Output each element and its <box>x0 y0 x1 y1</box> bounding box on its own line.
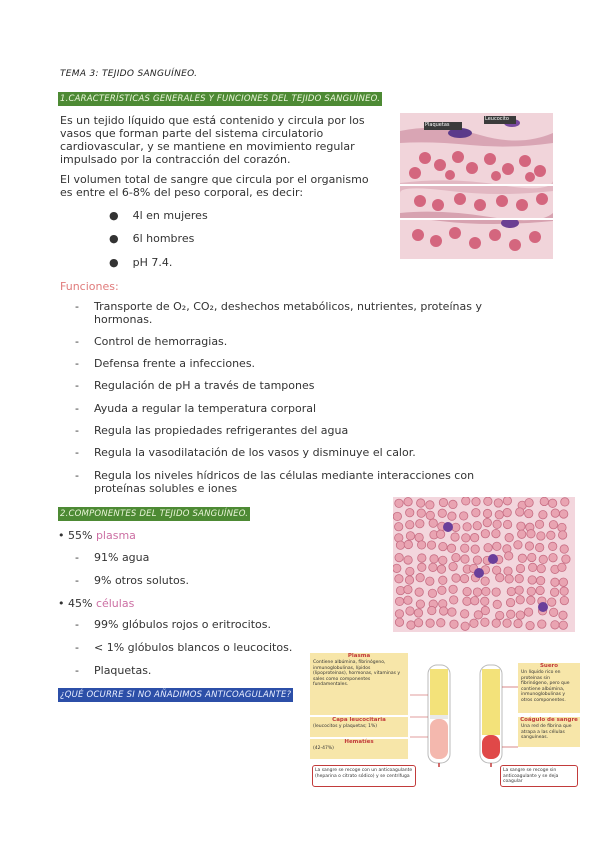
intro-paragraph <box>60 114 365 166</box>
red-blood-cell <box>451 533 459 541</box>
red-blood-cell <box>515 586 523 594</box>
red-blood-cell <box>518 530 526 538</box>
red-blood-cell <box>394 522 402 530</box>
red-blood-cell <box>393 564 401 572</box>
list-item: 91% agua <box>94 551 150 564</box>
section-heading-1: 1.CARACTERÍSTICAS GENERALES Y FUNCIONES DEL TEJIDO SANGUÍNEO. <box>60 94 381 104</box>
red-blood-cell <box>459 512 467 520</box>
red-blood-cell <box>426 577 434 585</box>
red-blood-cell <box>516 596 524 604</box>
red-blood-cell <box>406 520 414 528</box>
red-blood-cell <box>452 553 460 561</box>
red-blood-cell <box>559 611 567 619</box>
red-blood-cell <box>471 597 479 605</box>
red-blood-cell <box>507 610 515 618</box>
red-blood-cell <box>481 577 489 585</box>
red-blood-cell <box>525 499 533 507</box>
red-blood-cell <box>503 508 511 516</box>
text-line: cardiovascular, y se mantiene en movimiento regular <box>60 140 355 153</box>
red-blood-cell <box>396 541 404 549</box>
red-blood-cell <box>395 553 403 561</box>
text-line: vasos que forman parte del sistema circulatorio <box>60 127 324 140</box>
red-blood-cell <box>481 606 489 614</box>
list-item: < 1% glóbulos blancos o leucocitos. <box>94 641 293 654</box>
red-blood-cell <box>540 497 548 505</box>
plasma-box <box>310 653 408 715</box>
red-blood-cell <box>426 501 434 509</box>
text-line: es entre el 6-8% del peso corporal, es decir: <box>60 186 304 199</box>
red-blood-cell <box>416 519 424 527</box>
list-item: 9% otros solutos. <box>94 574 189 587</box>
hematies-box <box>310 739 408 759</box>
red-blood-cell <box>437 565 445 573</box>
note-left: La sangre se recoge con un anticoagulante (heparina o citrato sódico) y se centrifuga <box>312 765 416 787</box>
micrograph-svg <box>400 113 553 259</box>
red-blood-cell <box>548 542 556 550</box>
red-blood-cell <box>472 497 480 505</box>
suero-box <box>518 663 580 713</box>
red-blood-cell <box>448 512 456 520</box>
capa-desc: (leucocitos y plaquetas; 1%) <box>313 724 378 729</box>
red-blood-cell <box>461 555 469 563</box>
text-line: El volumen total de sangre que circula por el organismo <box>60 173 369 186</box>
red-blood-cell <box>516 564 524 572</box>
white-blood-cell <box>474 568 484 578</box>
list-item: Regula los niveles hídricos de las células mediante interacciones con proteínas solubles e iones <box>94 469 475 495</box>
red-blood-cell <box>526 621 534 629</box>
red-blood-cell <box>460 574 468 582</box>
red-blood-cell <box>436 530 444 538</box>
coagulo-label: Coágulo de sangre <box>520 717 578 723</box>
list-dash: - <box>75 335 79 348</box>
red-blood-cell <box>514 619 522 627</box>
list-dash: - <box>75 446 79 459</box>
red-blood-cell <box>437 619 445 627</box>
red-blood-cell <box>461 544 469 552</box>
red-blood-cell <box>463 587 471 595</box>
red-blood-cell <box>395 597 403 605</box>
red-blood-cell <box>558 531 566 539</box>
red-blood-cell <box>428 606 436 614</box>
red-blood-cell <box>462 497 470 505</box>
red-blood-cell <box>404 540 412 548</box>
red-blood-cell <box>506 598 514 606</box>
red-blood-cell <box>439 498 447 506</box>
suero-label: Suero <box>539 663 559 669</box>
capa-box <box>310 717 408 737</box>
red-blood-cell <box>470 533 478 541</box>
red-blood-cell <box>525 542 533 550</box>
red-blood-cell <box>406 607 414 615</box>
red-blood-cell <box>415 588 423 596</box>
red-blood-cell <box>492 588 500 596</box>
red-blood-cell <box>407 621 415 629</box>
red-blood-cell <box>447 544 455 552</box>
red-blood-cell <box>517 522 525 530</box>
red-blood-cell <box>473 588 481 596</box>
red-blood-cell <box>505 552 513 560</box>
celulas-line: • 45% células <box>58 597 135 610</box>
section-heading-3: ¿QUÉ OCURRE SI NO AÑADIMOS ANTICOAGULANTE? <box>60 690 292 700</box>
note-right: La sangre se recoge sin anticoagulante y se deja coagular <box>500 765 578 787</box>
red-blood-cell <box>426 619 434 627</box>
white-blood-cell <box>488 554 498 564</box>
list-dash: - <box>75 551 79 564</box>
red-blood-cell <box>551 621 559 629</box>
smear-svg <box>393 497 575 632</box>
page-title: TEMA 3: TEJIDO SANGUÍNEO. <box>60 69 198 79</box>
red-blood-cell <box>449 500 457 508</box>
red-blood-cell <box>406 567 414 575</box>
red-blood-cell <box>539 511 547 519</box>
red-blood-cell <box>559 578 567 586</box>
list-item: 99% glóbulos rojos o eritrocitos. <box>94 618 271 631</box>
red-blood-cell <box>417 499 425 507</box>
list-dash: - <box>75 424 79 437</box>
red-blood-cell <box>473 522 481 530</box>
red-blood-cell <box>505 533 513 541</box>
red-blood-cell <box>537 532 545 540</box>
red-blood-cell <box>483 518 491 526</box>
red-blood-cell <box>494 499 502 507</box>
plasma-desc: Contiene albúmina, fibrinógeno, inmunoglobulinas, lípidos (lipoproteínas), hormonas, vitaminas y sales como componentes fundamentales. <box>313 660 401 687</box>
red-blood-cell <box>536 586 544 594</box>
red-blood-cell <box>503 619 511 627</box>
red-blood-cell <box>429 519 437 527</box>
red-blood-cell <box>493 542 501 550</box>
red-blood-cell <box>404 556 412 564</box>
bullet-item: ● pH 7.4. <box>109 256 173 269</box>
red-blood-cell <box>560 545 568 553</box>
coagulo-desc: Una red de fibrina que atrapa a las células sanguíneas. <box>521 724 572 740</box>
red-blood-cell <box>484 543 492 551</box>
list-item: Control de hemorragias. <box>94 335 228 348</box>
red-blood-cell <box>450 620 458 628</box>
red-blood-cell <box>472 508 480 516</box>
red-blood-cell <box>470 619 478 627</box>
list-item: Regulación de pH a través de tampones <box>94 379 315 392</box>
list-dash: - <box>75 618 79 631</box>
red-blood-cell <box>536 576 544 584</box>
red-blood-cell <box>481 529 489 537</box>
list-dash: - <box>75 664 79 677</box>
red-blood-cell <box>428 589 436 597</box>
red-blood-cell <box>537 564 545 572</box>
red-blood-cell <box>550 588 558 596</box>
red-blood-cell <box>462 534 470 542</box>
red-blood-cell <box>492 529 500 537</box>
capa-label: Capa leucocitaria <box>332 717 386 723</box>
blood-smear-micrograph <box>393 497 575 632</box>
red-blood-cell <box>505 575 513 583</box>
red-blood-cell <box>515 574 523 582</box>
red-blood-cell <box>405 576 413 584</box>
red-blood-cell <box>514 541 522 549</box>
bullet-item: ● 6l hombres <box>109 232 195 245</box>
red-blood-cell <box>560 596 568 604</box>
list-dash: - <box>75 379 79 392</box>
hematies-label: Hematíes <box>344 739 374 745</box>
list-dash: - <box>75 469 79 482</box>
suero-desc: Un líquido rico en proteínas sin fibrinógeno, pero que contiene albúmina, inmunoglobulinas y otros componentes. <box>521 670 570 703</box>
red-blood-cell <box>439 576 447 584</box>
red-blood-cell <box>438 586 446 594</box>
micrograph-label: Plaquetas <box>425 122 450 128</box>
red-blood-cell <box>504 567 512 575</box>
red-blood-cell <box>551 509 559 517</box>
red-blood-cell <box>439 542 447 550</box>
red-blood-cell <box>438 509 446 517</box>
red-blood-cell <box>414 619 422 627</box>
white-blood-cell <box>538 602 548 612</box>
red-blood-cell <box>547 531 555 539</box>
red-blood-cell <box>503 520 511 528</box>
red-blood-cell <box>395 499 403 507</box>
red-blood-cell <box>528 563 536 571</box>
red-blood-cell <box>493 600 501 608</box>
section-heading-2: 2.COMPONENTES DEL TEJIDO SANGUÍNEO. <box>60 509 249 519</box>
list-item: Regula las propiedades refrigerantes del agua <box>94 424 349 437</box>
list-item: Regula la vasodilatación de los vasos y disminuye el calor. <box>94 446 416 459</box>
red-blood-cell <box>516 611 524 619</box>
text-line: Es un tejido líquido que está contenido y circula por los <box>60 114 365 127</box>
centrifuge-diagram <box>310 645 580 790</box>
red-blood-cell <box>518 554 526 562</box>
red-blood-cell <box>460 610 468 618</box>
red-blood-cell <box>528 553 536 561</box>
red-blood-cell <box>418 563 426 571</box>
red-blood-cell <box>393 512 401 520</box>
red-blood-cell <box>430 555 438 563</box>
red-blood-cell <box>404 498 412 506</box>
red-blood-cell <box>549 521 557 529</box>
red-blood-cell <box>461 622 469 630</box>
red-blood-cell <box>535 543 543 551</box>
red-blood-cell <box>492 619 500 627</box>
coagulo-box <box>518 717 580 747</box>
red-blood-cell <box>538 620 546 628</box>
red-blood-cell <box>406 508 414 516</box>
red-blood-cell <box>507 587 515 595</box>
red-blood-cell <box>528 576 536 584</box>
list-dash: - <box>75 357 79 370</box>
red-blood-cell <box>417 541 425 549</box>
red-blood-cell <box>481 597 489 605</box>
red-blood-cell <box>395 575 403 583</box>
red-blood-cell <box>404 596 412 604</box>
red-blood-cell <box>416 573 424 581</box>
red-blood-cell <box>449 585 457 593</box>
red-blood-cell <box>395 610 403 618</box>
red-blood-cell <box>418 554 426 562</box>
plasma-line: • 55% plasma <box>58 529 136 542</box>
funciones-label: Funciones: <box>60 280 119 293</box>
red-blood-cell <box>483 509 491 517</box>
red-blood-cell <box>448 608 456 616</box>
list-dash: - <box>75 402 79 415</box>
red-blood-cell <box>395 618 403 626</box>
red-blood-cell <box>558 523 566 531</box>
red-blood-cell <box>473 556 481 564</box>
red-blood-cell <box>496 573 504 581</box>
red-blood-cell <box>450 596 458 604</box>
list-item: Transporte de O₂, CO₂, deshechos metabólicos, nutrientes, proteínas y hormonas. <box>94 300 482 326</box>
red-blood-cell <box>562 555 570 563</box>
red-blood-cell <box>527 587 535 595</box>
red-blood-cell <box>559 510 567 518</box>
red-blood-cell <box>439 607 447 615</box>
red-blood-cell <box>516 508 524 516</box>
red-blood-cell <box>495 511 503 519</box>
red-blood-cell <box>463 523 471 531</box>
red-blood-cell <box>527 530 535 538</box>
red-blood-cell <box>429 563 437 571</box>
bullet-item: ● 4l en mujeres <box>109 209 208 222</box>
list-dash: - <box>75 574 79 587</box>
list-dash: - <box>75 300 79 313</box>
red-blood-cell <box>539 555 547 563</box>
red-blood-cell <box>496 611 504 619</box>
white-blood-cell <box>443 522 453 532</box>
red-blood-cell <box>525 509 533 517</box>
red-blood-cell <box>503 497 511 505</box>
list-item: Defensa frente a infecciones. <box>94 357 256 370</box>
red-blood-cell <box>427 541 435 549</box>
red-blood-cell <box>452 574 460 582</box>
red-blood-cell <box>482 587 490 595</box>
red-blood-cell <box>548 499 556 507</box>
red-blood-cell <box>471 545 479 553</box>
red-blood-cell <box>426 511 434 519</box>
hematies-desc: (42-47%) <box>313 746 334 751</box>
volume-paragraph <box>60 173 369 199</box>
red-blood-cell <box>551 578 559 586</box>
red-blood-cell <box>484 497 492 505</box>
plasma-label: Plasma <box>347 653 371 659</box>
red-blood-cell <box>558 563 566 571</box>
red-blood-cell <box>481 618 489 626</box>
red-blood-cell <box>524 608 532 616</box>
red-blood-cell <box>549 608 557 616</box>
red-blood-cell <box>449 562 457 570</box>
red-blood-cell <box>527 596 535 604</box>
blood-vessel-micrograph <box>400 113 553 259</box>
red-blood-cell <box>560 587 568 595</box>
micrograph-label: Leucocito <box>485 116 509 122</box>
red-blood-cell <box>439 556 447 564</box>
text-line: impulsado por la contracción del corazón. <box>60 153 291 166</box>
list-dash: - <box>75 641 79 654</box>
red-blood-cell <box>559 621 567 629</box>
red-blood-cell <box>417 509 425 517</box>
list-item: Plaquetas. <box>94 664 152 677</box>
red-blood-cell <box>548 598 556 606</box>
red-blood-cell <box>535 520 543 528</box>
list-item: Ayuda a regular la temperatura corporal <box>94 402 317 415</box>
red-blood-cell <box>561 498 569 506</box>
red-blood-cell <box>549 554 557 562</box>
red-blood-cell <box>404 585 412 593</box>
red-blood-cell <box>414 609 422 617</box>
red-blood-cell <box>493 520 501 528</box>
red-blood-cell <box>416 600 424 608</box>
red-blood-cell <box>406 532 414 540</box>
red-blood-cell <box>463 597 471 605</box>
